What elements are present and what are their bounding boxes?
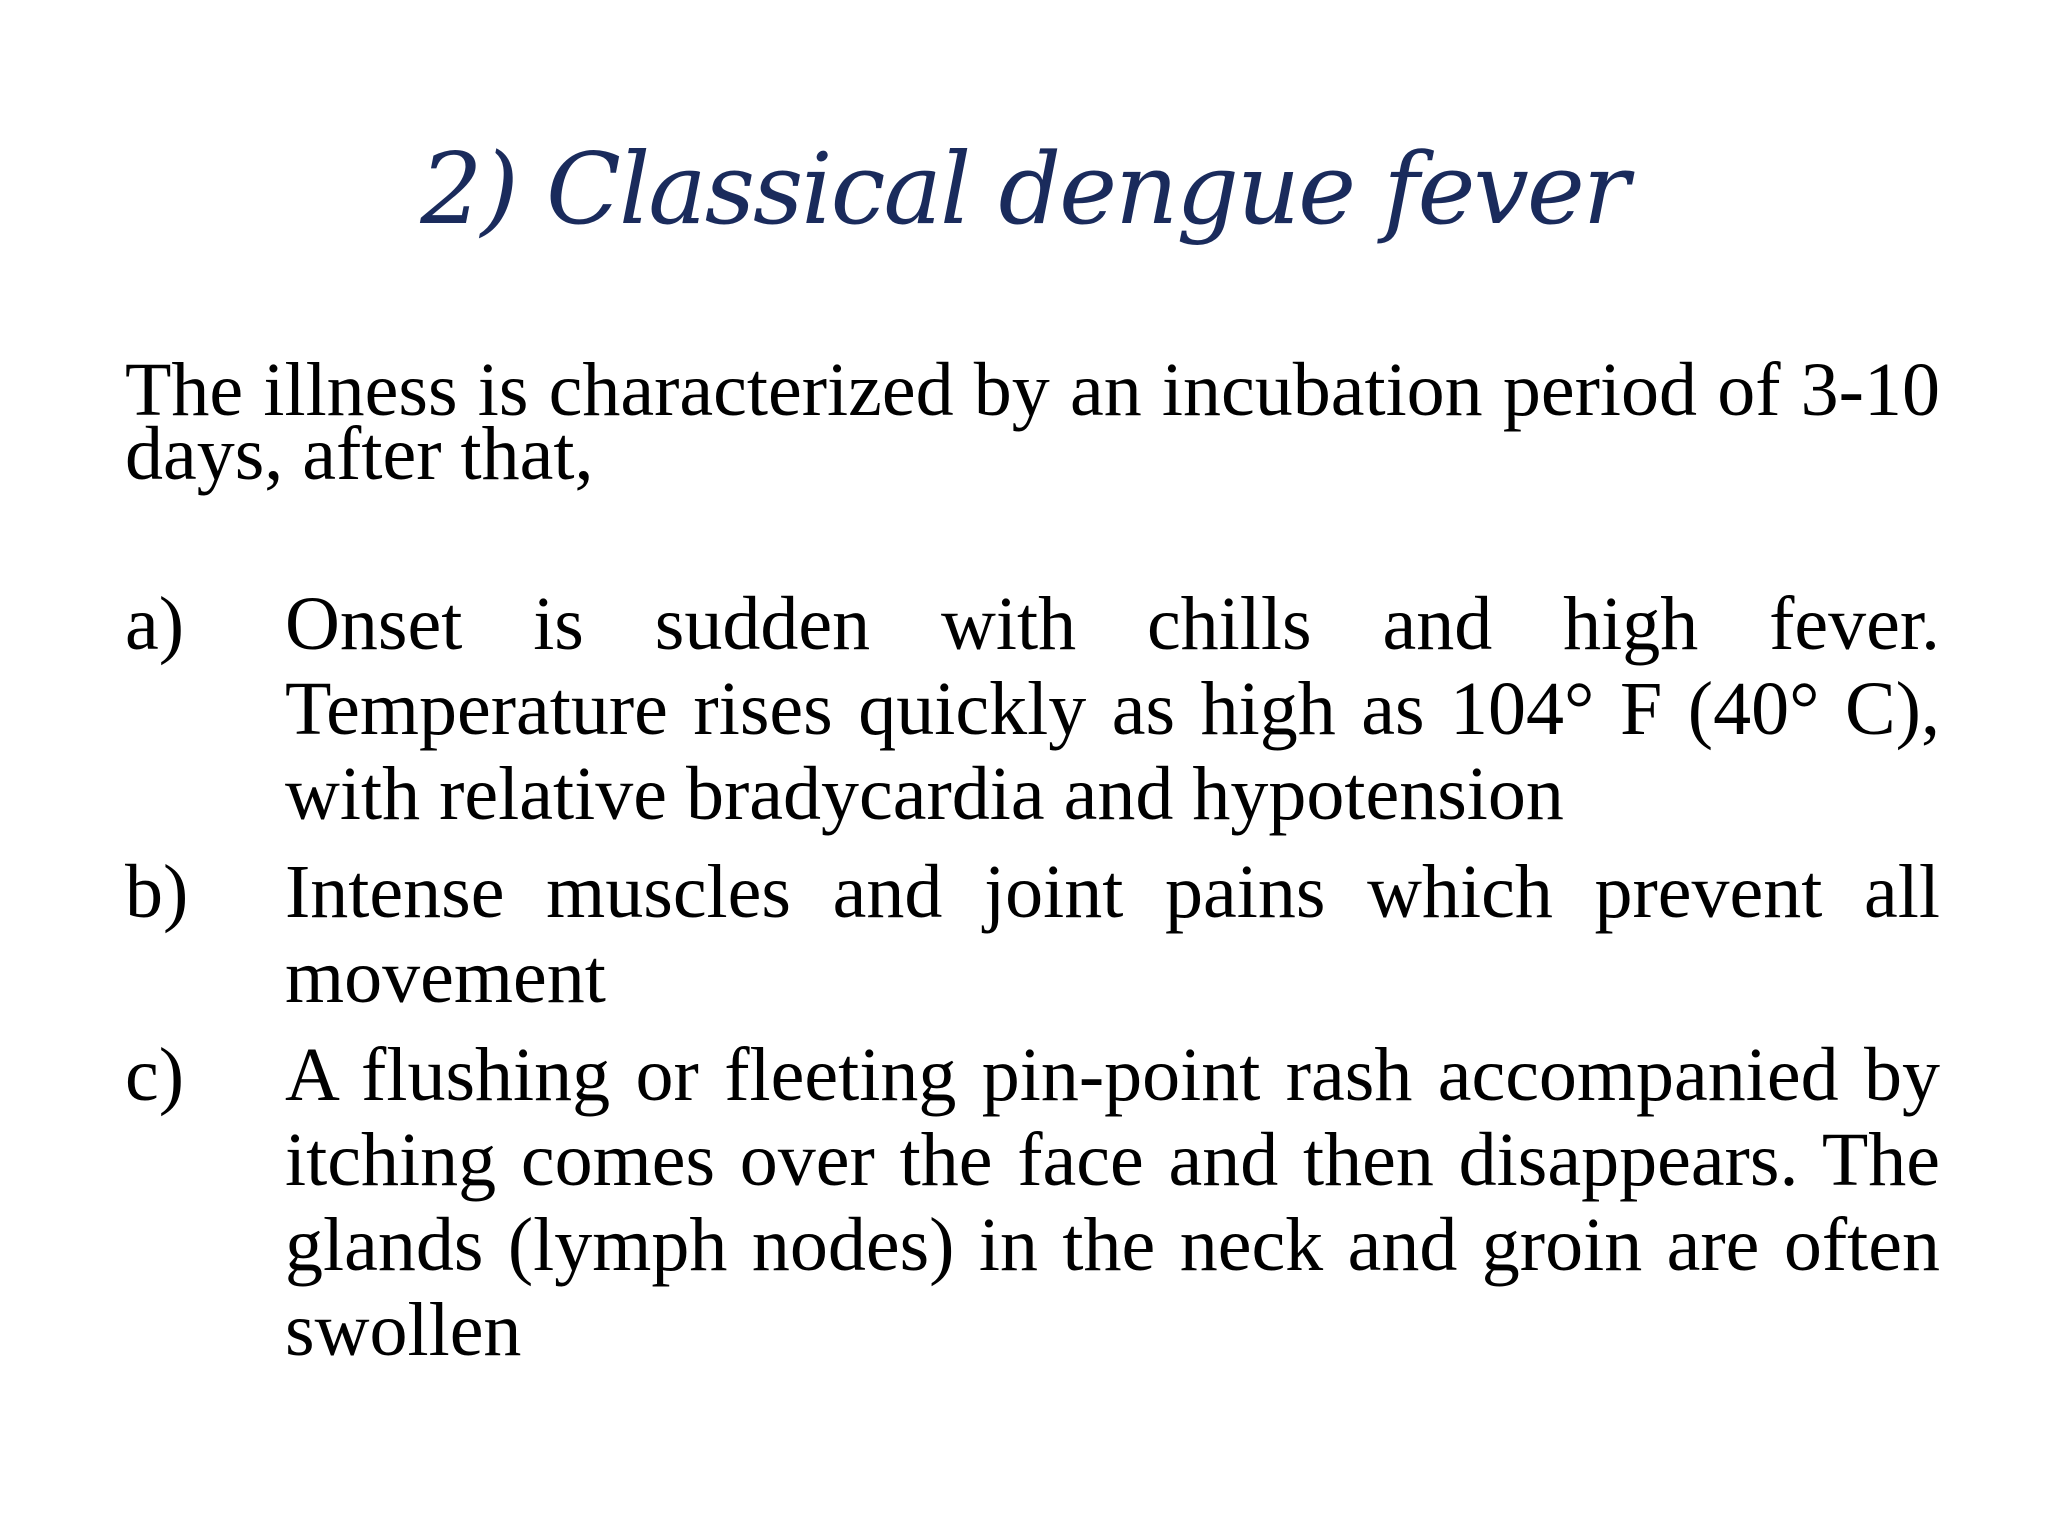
list-item-text: Intense muscles and joint pains which prevent all movement	[285, 850, 1940, 1019]
list-marker: c)	[125, 1033, 185, 1117]
list-item-text: Onset is sudden with chills and high fever. Temperature rises quickly as high as 104° F (40° C), with relative bradycardia and hypotension	[285, 582, 1940, 836]
list-marker: b)	[125, 850, 189, 934]
list-marker: a)	[125, 582, 185, 666]
list-item	[125, 582, 1940, 837]
symptom-list	[125, 582, 1940, 1386]
slide-title: 2) Classical dengue fever	[420, 133, 1628, 247]
list-item-text: A flushing or fleeting pin-point rash accompanied by itching comes over the face and then disappears. The glands (lymph nodes) in the neck and groin are often swollen	[285, 1033, 1940, 1372]
intro-paragraph: The illness is characterized by an incubation period of 3-10 days, after that,	[125, 348, 1940, 496]
list-item	[125, 850, 1940, 1020]
list-item	[125, 1033, 1940, 1373]
